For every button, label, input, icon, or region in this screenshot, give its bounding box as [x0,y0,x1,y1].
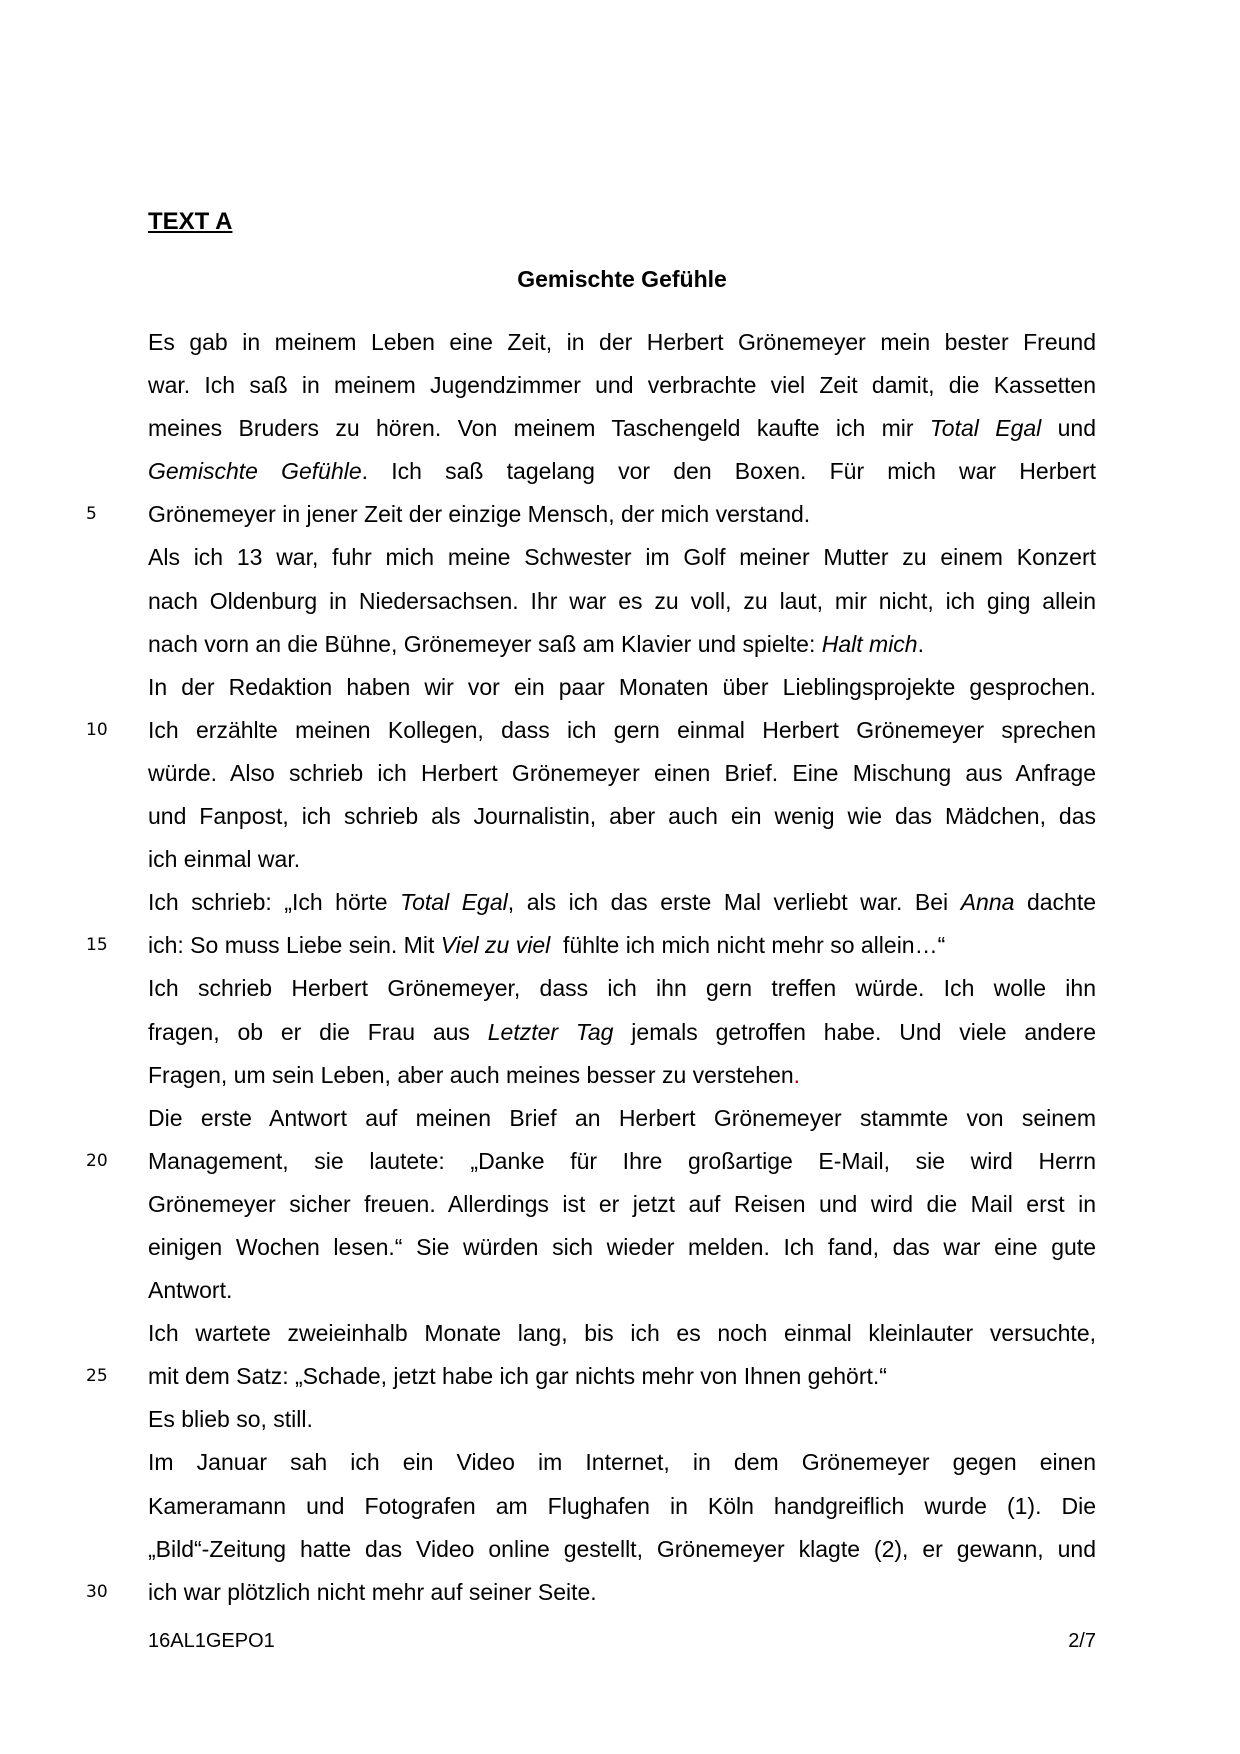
line-number: 25 [86,1366,108,1387]
text-line: Fragen, um sein Leben, aber auch meines besser zu verstehen. [148,1061,801,1088]
text-line: Die erste Antwort auf meinen Brief an Herbert Grönemeyer stammte von seinem [148,1104,1096,1131]
article-body [86,321,1097,1614]
text-line: 20 Management, sie lautete: „Danke für Ihre großartige E-Mail, sie wird Herrn [148,1140,1096,1183]
text-line: Es gab in meinem Leben eine Zeit, in der Herbert Grönemeyer mein bester Freund [148,329,1096,355]
song-title: Letzter Tag [487,1018,614,1045]
text-line: nach vorn an die Bühne, Grönemeyer saß am Klavier und spielte: Halt mich. [148,630,924,657]
red-period: . [793,1061,801,1088]
song-title: Anna [960,889,1015,916]
line-number: 30 [86,1581,108,1602]
text-line: „Bild“-Zeitung hatte das Video online gestellt, Grönemeyer klagte (2), er gewann, und [148,1535,1096,1562]
page-title: Gemischte Gefühle [517,266,727,292]
line-number: 10 [86,719,108,740]
text-line: Kameramann und Fotografen am Flughafen in Köln handgreiflich wurde (1). Die [148,1492,1096,1519]
line-number: 5 [86,504,97,525]
text-line: Antwort. [148,1277,233,1304]
text-line: Als ich 13 war, fuhr mich meine Schwester im Golf meiner Mutter zu einem Konzert [148,544,1096,571]
text-line: würde. Also schrieb ich Herbert Grönemeyer einen Brief. Eine Mischung aus Anfrage [148,759,1096,786]
song-title: Total Egal [400,889,508,916]
text-line: nach Oldenburg in Niedersachsen. Ihr war es zu voll, zu laut, mir nicht, ich ging allein [148,587,1096,614]
text-line: 5 Grönemeyer in jener Zeit der einzige Mensch, der mich verstand. [148,493,1096,536]
text-line: 10 Ich erzählte meinen Kollegen, dass ich gern einmal Herbert Grönemeyer sprechen [148,709,1096,752]
line-number: 20 [86,1150,108,1171]
text-line: 15 ich: So muss Liebe sein. Mit Viel zu viel fühlte ich mich nicht mehr so allein…“ [148,924,1096,967]
text-line: Ich schrieb Herbert Grönemeyer, dass ich ihn gern treffen würde. Ich wolle ihn [148,975,1096,1002]
text-line: Gemischte Gefühle. Ich saß tagelang vor den Boxen. Für mich war Herbert [148,458,1096,485]
text-line: 25 mit dem Satz: „Schade, jetzt habe ich gar nichts mehr von Ihnen gehört.“ [148,1355,1096,1398]
text-line: In der Redaktion haben wir vor ein paar Monaten über Lieblingsprojekte gesprochen. [148,673,1096,700]
text-line: 30 ich war plötzlich nicht mehr auf seiner Seite. [148,1571,1096,1614]
text-line: Im Januar sah ich ein Video im Internet, in dem Grönemeyer gegen einen [148,1449,1096,1476]
text-line: Es blieb so, still. [148,1406,313,1433]
document-code: 16AL1GEPO1 [148,1630,275,1652]
song-title: Gemischte Gefühle [148,458,362,485]
text-line: meines Bruders zu hören. Von meinem Taschengeld kaufte ich mir Total Egal und [148,415,1096,442]
section-label: TEXT A [148,208,233,235]
text-line: einigen Wochen lesen.“ Sie würden sich wieder melden. Ich fand, das war eine gute [148,1233,1096,1260]
text-line: ich einmal war. [148,846,301,873]
song-title: Halt mich [821,630,918,657]
text-line: und Fanpost, ich schrieb als Journalistin, aber auch ein wenig wie das Mädchen, das [148,803,1096,830]
text-line: fragen, ob er die Frau aus Letzter Tag jemals getroffen habe. Und viele andere [148,1018,1097,1045]
song-title: Viel zu viel [440,932,551,959]
text-line: Ich wartete zweieinhalb Monate lang, bis ich es noch einmal kleinlauter versuchte, [148,1320,1096,1347]
page-number: 2/7 [1068,1630,1096,1652]
text-line: Ich schrieb: „Ich hörte Total Egal, als ich das erste Mal verliebt war. Bei Anna dachte [148,889,1097,916]
song-title: Total Egal [929,415,1042,442]
text-line: Grönemeyer sicher freuen. Allerdings ist er jetzt auf Reisen und wird die Mail erst in [148,1190,1096,1217]
line-number: 15 [86,935,108,956]
text-line: war. Ich saß in meinem Jugendzimmer und verbrachte viel Zeit damit, die Kassetten [148,372,1096,399]
